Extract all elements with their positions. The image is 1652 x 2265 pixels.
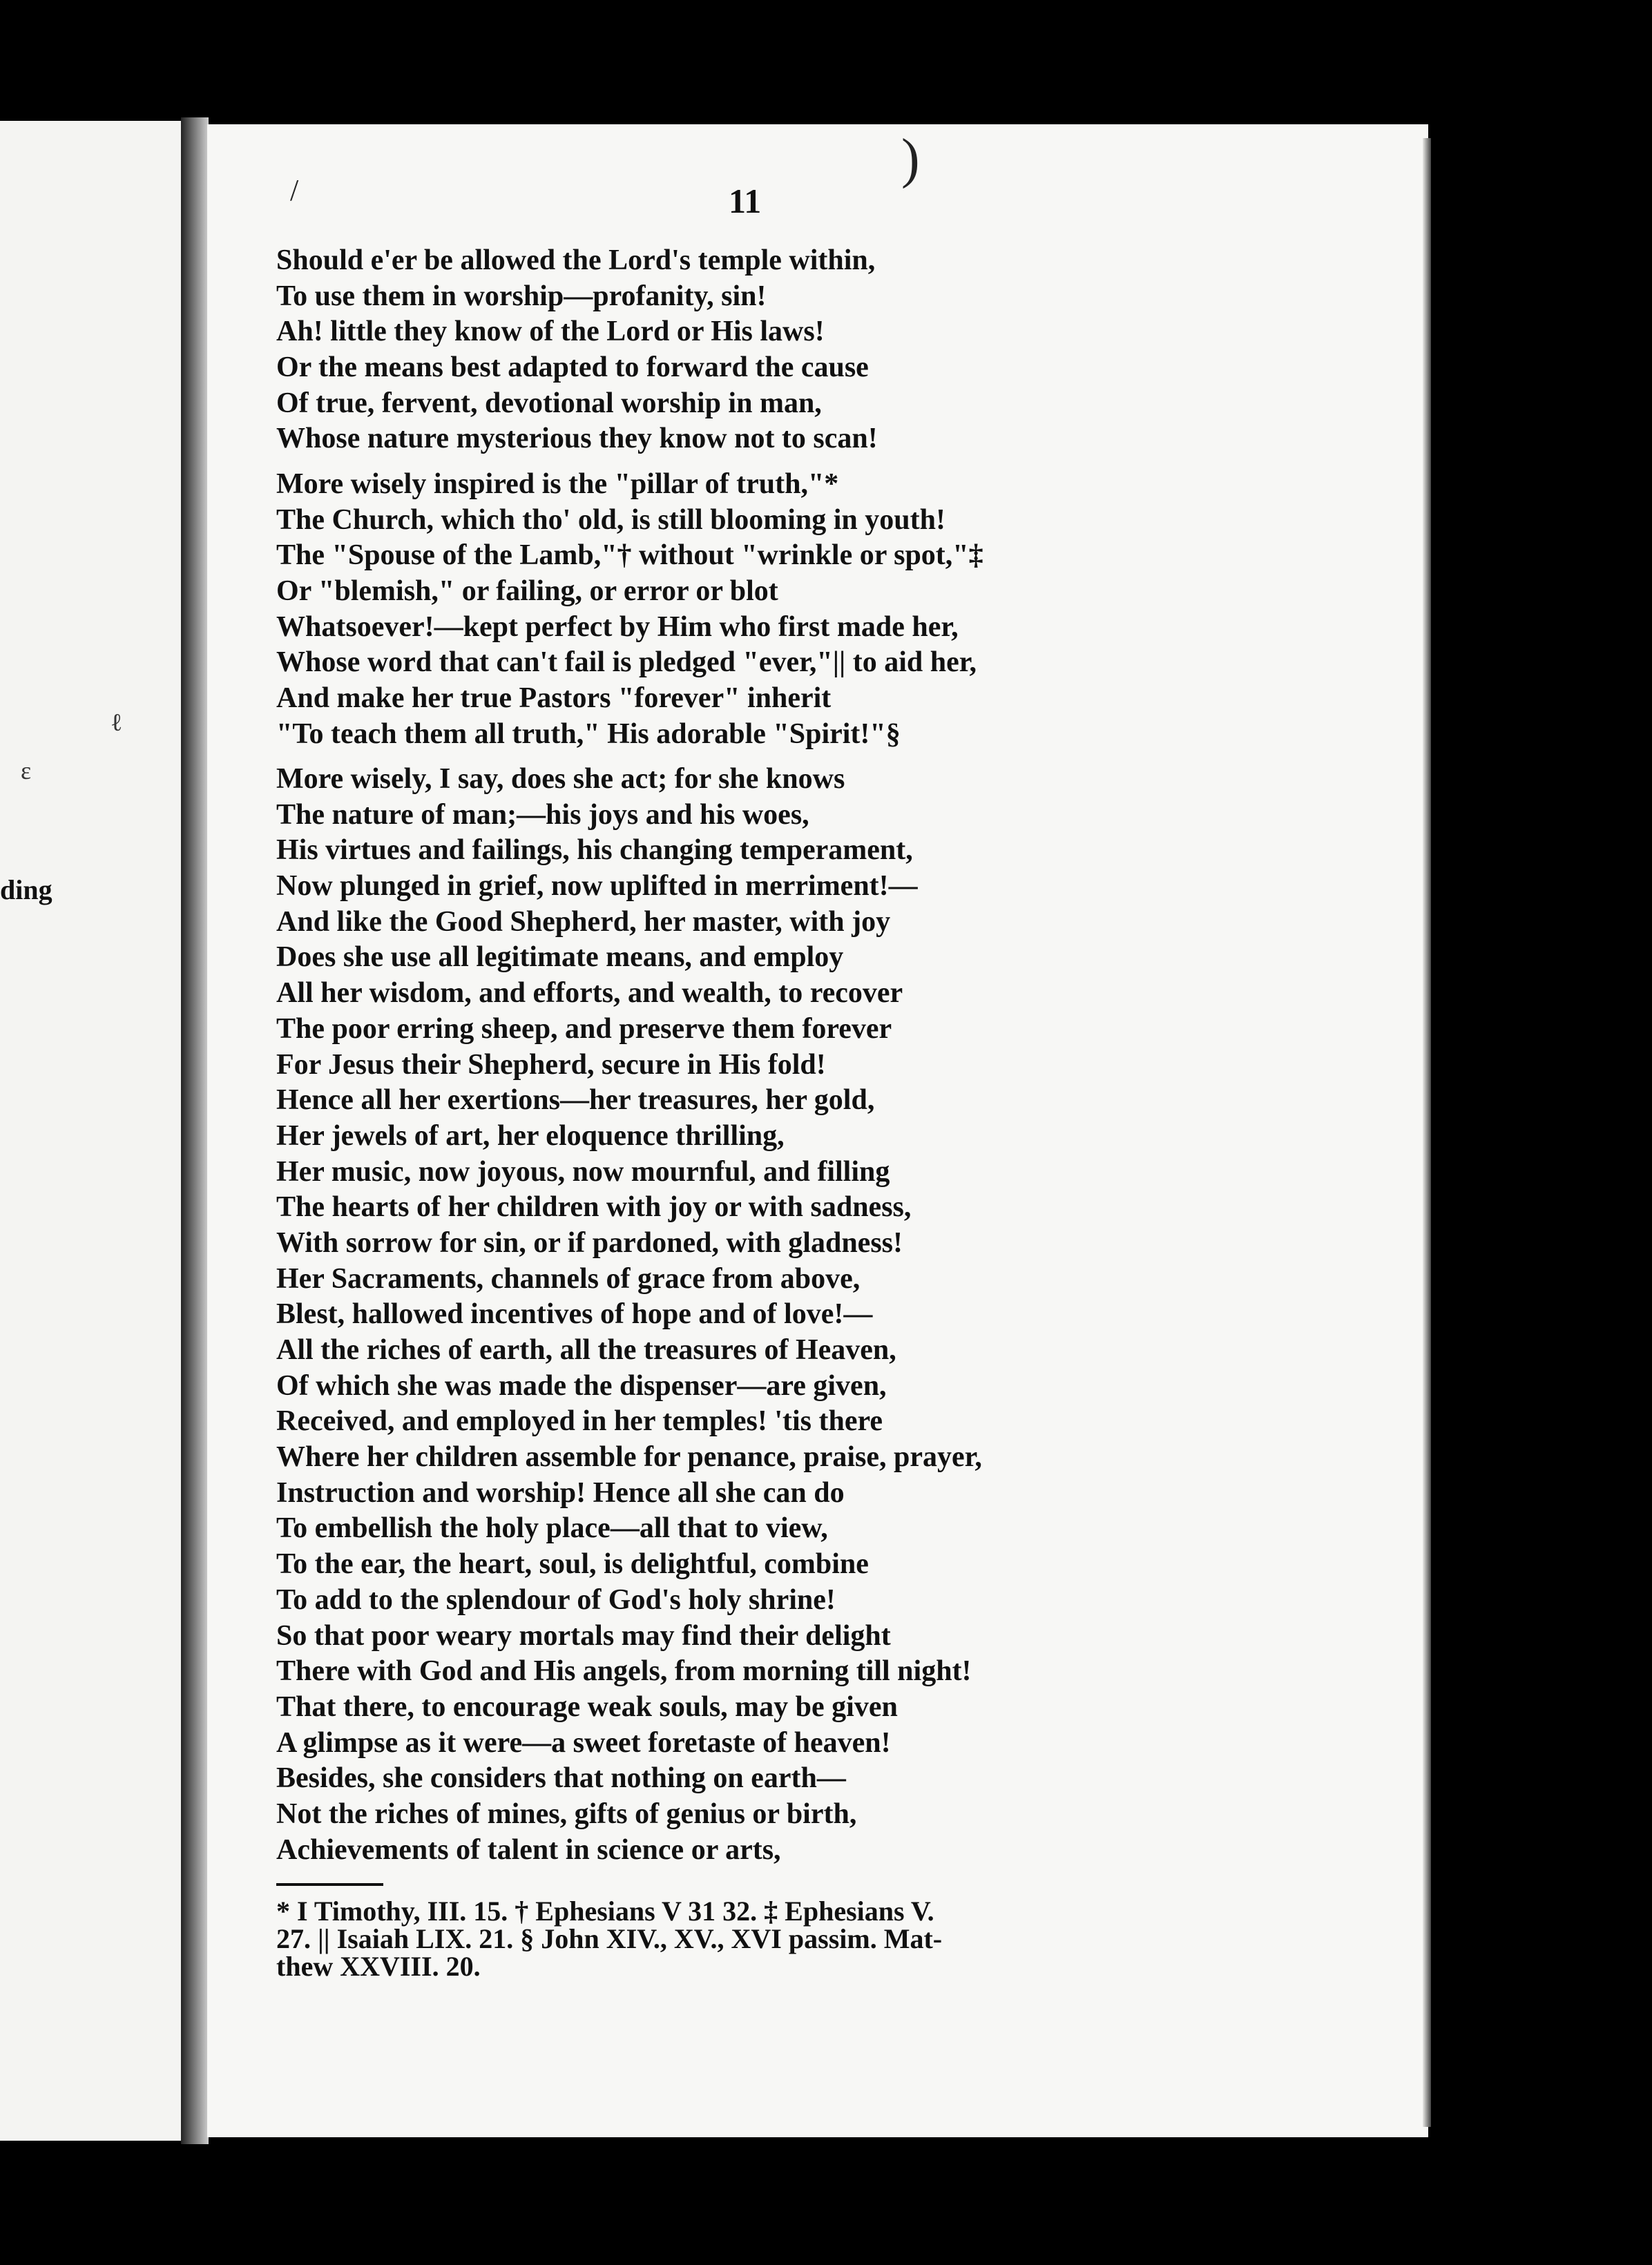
poem-line: Or "blemish," or failing, or error or blot (276, 575, 778, 608)
poem-line: The Church, which tho' old, is still blooming in youth! (276, 503, 945, 536)
poem-line: Hence all her exertions—her treasures, her gold, (276, 1084, 875, 1117)
poem-line: Or the means best adapted to forward the cause (276, 351, 869, 384)
poem-line: His virtues and failings, his changing temperament, (276, 834, 913, 867)
poem-line: A glimpse as it were—a sweet foretaste of heaven! (276, 1726, 891, 1759)
poem-line: And make her true Pastors "forever" inherit (276, 682, 832, 715)
stanza-1 (276, 243, 878, 457)
poem-line: The hearts of her children with joy or with sadness, (276, 1191, 912, 1224)
stray-mark: ℓ (111, 709, 123, 736)
poem-line: To use them in worship—profanity, sin! (276, 280, 767, 312)
poem-line: To embellish the holy place—all that to view, (276, 1512, 828, 1545)
poem-line: There with God and His angels, from morning till night! (276, 1655, 972, 1688)
poem-line: Ah! little they know of the Lord or His laws! (276, 316, 825, 348)
poem-line: For Jesus their Shepherd, secure in His fold! (276, 1048, 826, 1081)
poem-line: Not the riches of mines, gifts of genius or birth, (276, 1797, 857, 1830)
stanza-2 (276, 467, 983, 753)
poem-line: To the ear, the heart, soul, is delightful, combine (276, 1548, 869, 1581)
left-page-edge (0, 121, 186, 2141)
poem-line: Her Sacraments, channels of grace from above, (276, 1262, 861, 1295)
poem-line: And like the Good Shepherd, her master, with joy (276, 905, 891, 938)
poem-line: That there, to encourage weak souls, may be given (276, 1690, 898, 1723)
stanza-3 (276, 762, 982, 1868)
poem-line: More wisely inspired is the "pillar of truth,"* (276, 468, 839, 500)
poem-line: To add to the splendour of God's holy shrine! (276, 1583, 836, 1616)
footnote-line: 27. || Isaiah LIX. 21. § John XIV., XV., XVI passim. Mat- (276, 1923, 943, 1954)
footnote-line: thew XXVIII. 20. (276, 1951, 481, 1982)
poem-line: With sorrow for sin, or if pardoned, with gladness! (276, 1226, 903, 1259)
poem-line: Should e'er be allowed the Lord's temple within, (276, 244, 876, 276)
stray-mark: / (290, 173, 299, 207)
footnote-rule (276, 1883, 383, 1886)
poem-line: Whose nature mysterious they know not to scan! (276, 423, 878, 455)
poem-line: Her music, now joyous, now mournful, and filling (276, 1155, 890, 1188)
poem-line: All her wisdom, and efforts, and wealth, to recover (276, 977, 903, 1010)
poem-line: Whose word that can't fail is pledged "ever,"|| to aid her, (276, 646, 977, 679)
poem-line: Whatsoever!—kept perfect by Him who first made her, (276, 610, 959, 643)
page-number: 11 (729, 182, 762, 220)
footnote-line: * I Timothy, III. 15. † Ephesians V 31 32. ‡ Ephesians V. (276, 1896, 934, 1927)
poem-line: Besides, she considers that nothing on earth— (276, 1762, 846, 1795)
poem-line: "To teach them all truth," His adorable "Spirit!"§ (276, 717, 901, 750)
left-page-fragment: ding (0, 874, 52, 905)
poem-line: Blest, hallowed incentives of hope and of love!— (276, 1298, 873, 1331)
poem-line: Achievements of talent in science or arts, (276, 1833, 781, 1866)
poem-line: The poor erring sheep, and preserve them forever (276, 1012, 892, 1045)
poem-line: The nature of man;—his joys and his woes, (276, 798, 809, 831)
poem-line: Does she use all legitimate means, and employ (276, 941, 844, 974)
page-edge-shadow (1423, 138, 1431, 2127)
book-gutter (181, 117, 209, 2144)
poem-line: Instruction and worship! Hence all she can do (276, 1476, 845, 1509)
poem-line: So that poor weary mortals may find their delight (276, 1619, 891, 1652)
poem-line: The "Spouse of the Lamb,"† without "wrinkle or spot,"‡ (276, 539, 983, 572)
poem-line: More wisely, I say, does she act; for she knows (276, 763, 845, 795)
poem-line: Of which she was made the dispenser—are given, (276, 1369, 887, 1402)
poem-line: All the riches of earth, all the treasures of Heaven, (276, 1334, 896, 1366)
poem-line: Received, and employed in her temples! 'tis there (276, 1405, 883, 1438)
footnotes (276, 1898, 1236, 1980)
poem-line: Where her children assemble for penance, praise, prayer, (276, 1441, 982, 1474)
poem-line: Now plunged in grief, now uplifted in merriment!— (276, 870, 918, 903)
poem-line: Of true, fervent, devotional worship in man, (276, 387, 822, 419)
stray-mark: ) (901, 128, 920, 189)
stray-mark: ɛ (21, 757, 32, 784)
poem-line: Her jewels of art, her eloquence thrilling, (276, 1119, 785, 1152)
